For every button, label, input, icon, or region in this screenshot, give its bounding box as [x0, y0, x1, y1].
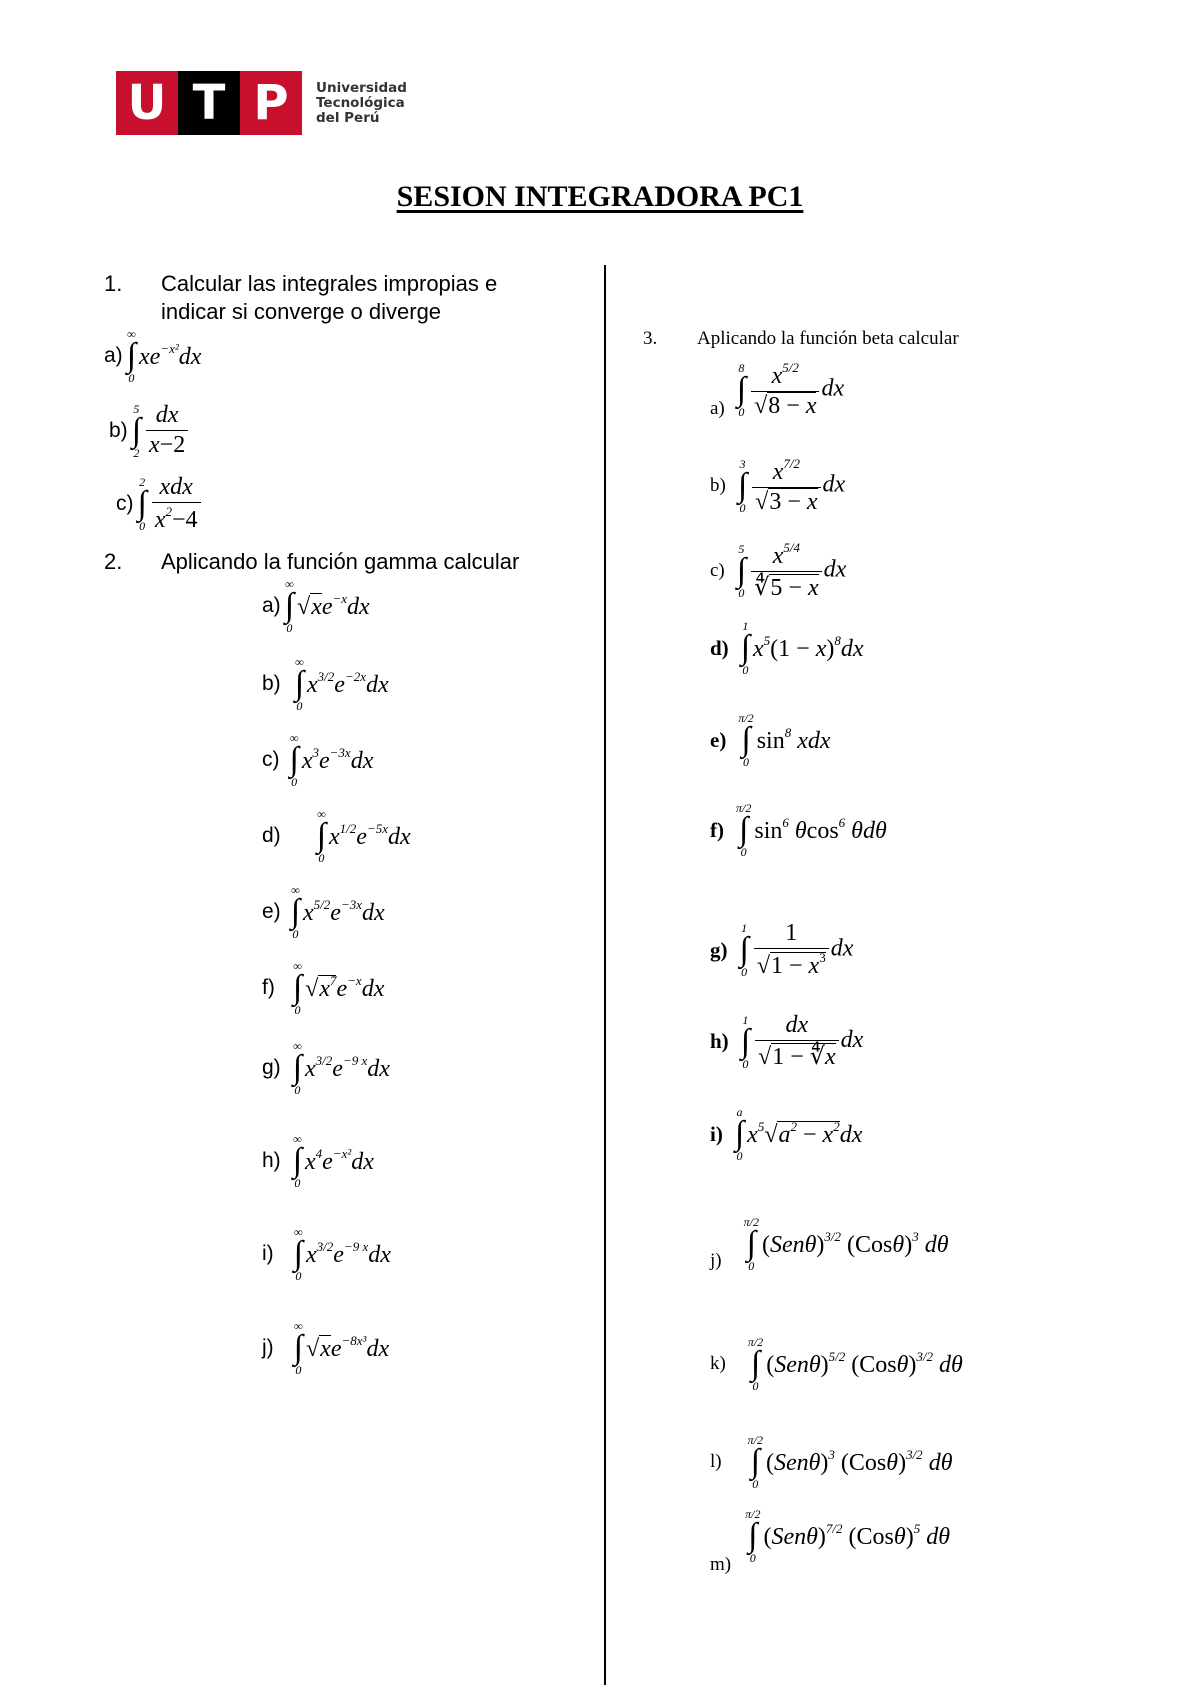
integral-sign: π/2 ∫ 0 [736, 801, 752, 859]
q1-item-b: b) 5 ∫ 2 $\frac{dx}{x-2}$ [109, 402, 190, 459]
integrand: $\frac{1}{√1 - x^3}$ dx [752, 920, 854, 980]
q3-item-h: h) 1 ∫ 0 $\frac{dx}{√1 - ∜x}$ dx [710, 1012, 864, 1071]
integral-sign: 5 ∫ 2 [131, 401, 142, 460]
integral-sign: a ∫ 0 [734, 1105, 745, 1163]
q3-number: 3. [643, 328, 658, 349]
integrand: $x^{1/2}e^{-5x}dx$ [329, 821, 411, 850]
integral-sign: ∞ ∫ 0 [289, 731, 299, 789]
q3-item-j: j) π/2 ∫ 0 $(Sen\theta)^{3/2}$ $(Cos\theta)^3$ dθ [710, 1215, 949, 1273]
utp-logo [116, 71, 407, 135]
integrand: $(Sen\theta)^{7/2}$ $(Cos\theta)^5$ dθ [763, 1521, 950, 1550]
q2-item-h: h) ∞ ∫ 0 $x^4e^{-x^2}dx$ [262, 1132, 374, 1190]
page-title: SESION INTEGRADORA PC1 [396, 180, 804, 213]
q1-item-c: c) 2 ∫ 0 $\frac{\text{xdx}}{x^2-4}$ [116, 474, 203, 534]
integrand: $x^{3/2}e^{-2x}dx$ [307, 669, 389, 698]
q2-item-b: b) ∞ ∫ 0 $x^{3/2}e^{-2x}dx$ [262, 655, 389, 713]
integral-sign: π/2 ∫ 0 [745, 1507, 761, 1565]
integrand: $x^3e^{-3x}dx$ [301, 745, 374, 774]
integrand: $√xe^{-x}dx$ [297, 591, 370, 620]
integrand: $x^5(1 - x)^8dx$ [753, 633, 864, 662]
integrand: $(Sen\theta)^{5/2}$ $(Cos\theta)^{3/2}$ dθ [766, 1349, 963, 1378]
integral-sign: 1 ∫ 0 [740, 619, 751, 677]
integral-sign: ∞ ∫ 0 [292, 1039, 303, 1097]
logo-university-name: Universidad Tecnológica del Perú [316, 79, 407, 126]
integrand: $(Sen\theta)^3$ $(Cos\theta)^{3/2}$ dθ [765, 1447, 953, 1476]
q3-item-k: k) π/2 ∫ 0 $(Sen\theta)^{5/2}$ $(Cos\theta)^{3/2}$ dθ [710, 1335, 963, 1393]
column-divider [604, 265, 606, 1685]
integral-sign: ∞ ∫ 0 [290, 883, 301, 941]
integrand: $x^{5/2}e^{-3x}dx$ [303, 897, 385, 926]
logo-letter-t: T [178, 71, 240, 135]
q2-item-e: e) ∞ ∫ 0 $x^{5/2}e^{-3x}dx$ [262, 883, 385, 941]
q3-item-a: a) 8 ∫ 0 $\frac{x^{5/2}}{√8 - x}$ dx [710, 360, 845, 419]
q3-item-i: i) a ∫ 0 $x^5√a^2 - x^2dx$ [710, 1105, 863, 1163]
q1-number: 1. [104, 271, 123, 296]
q2-number: 2. [104, 549, 123, 574]
logo-letter-u: U [116, 71, 178, 135]
integral-sign: π/2 ∫ 0 [743, 1215, 759, 1273]
integrand: $\frac{dx}{x-2}$ [144, 402, 190, 459]
integral-sign: 2 ∫ 0 [137, 475, 147, 533]
integral-sign: ∞ ∫ 0 [284, 577, 295, 635]
q2-item-d: d) ∞ ∫ 0 $x^{1/2}e^{-5x}dx$ [262, 807, 411, 865]
q3-item-g: g) 1 ∫ 0 $\frac{1}{√1 - x^3}$ dx [710, 920, 854, 979]
q2-item-a: a) ∞ ∫ 0 $√xe^{-x}dx$ [262, 577, 370, 635]
integral-sign: ∞ ∫ 0 [294, 655, 305, 713]
integrand: $\frac{x^{7/2}}{√3 - x}$ dx [750, 456, 845, 516]
integral-sign: ∞ ∫ 0 [292, 959, 303, 1017]
integrand: $√xe^{-8x^3}dx$ [306, 1333, 390, 1362]
q3-item-l: l) π/2 ∫ 0 $(Sen\theta)^3$ $(Cos\theta)^{3/2}$ dθ [710, 1433, 953, 1491]
integrand: $\frac{x^{5/4}}{∜5 - x}$ dx [749, 540, 846, 602]
integrand: $x^{3/2}e^{-9 x}dx$ [305, 1053, 390, 1082]
integrand: $(Sen\theta)^{3/2}$ $(Cos\theta)^3$ dθ [761, 1229, 949, 1258]
integrand: $x^5√a^2 - x^2dx$ [747, 1119, 863, 1148]
q2-item-f: f) ∞ ∫ 0 $√x^7e^{-x}dx$ [262, 959, 385, 1017]
integrand: $\frac{x^{5/2}}{√8 - x}$ dx [749, 360, 844, 420]
integral-sign: π/2 ∫ 0 [738, 711, 754, 769]
integral-sign: π/2 ∫ 0 [747, 1433, 763, 1491]
integral-sign: ∞ ∫ 0 [293, 1319, 303, 1377]
integrand: $\frac{dx}{√1 - ∜x}$ dx [753, 1012, 863, 1071]
integral-sign: 3 ∫ 0 [737, 457, 748, 515]
integrand: $x^{3/2}e^{-9 x}dx$ [306, 1239, 391, 1268]
integral-sign: 5 ∫ 0 [736, 542, 747, 600]
integrand: $\frac{\text{xdx}}{x^2-4}$ [150, 474, 203, 534]
integrand: $\sin^8$ xdx [756, 725, 831, 754]
q2-item-g: g) ∞ ∫ 0 $x^{3/2}e^{-9 x}dx$ [262, 1039, 390, 1097]
q2-text: Aplicando la función gamma calcular [161, 549, 520, 574]
q3-item-m: m) π/2 ∫ 0 $(Sen\theta)^{7/2}$ $(Cos\theta)^5$ dθ [710, 1507, 950, 1575]
integral-sign: ∞ ∫ 0 [316, 807, 327, 865]
q3-item-f: f) π/2 ∫ 0 $\sin^6 \theta\cos^6$ θdθ [710, 801, 887, 859]
integral-sign: 1 ∫ 0 [739, 921, 749, 979]
integral-sign: ∞ ∫ 0 [126, 327, 137, 385]
logo-letter-p: P [240, 71, 302, 135]
integral-sign: π/2 ∫ 0 [747, 1335, 764, 1393]
q3-item-b: b) 3 ∫ 0 $\frac{x^{7/2}}{√3 - x}$ dx [710, 456, 846, 515]
integral-sign: 8 ∫ 0 [736, 361, 747, 419]
q3-item-e: e) π/2 ∫ 0 $\sin^8$ xdx [710, 711, 831, 769]
q3-text: Aplicando la función beta calcular [697, 328, 959, 349]
q1-text-line1: Calcular las integrales impropias e [161, 271, 498, 296]
q3-item-d: d) 1 ∫ 0 $x^5(1 - x)^8dx$ [710, 619, 864, 677]
q2-item-j: j) ∞ ∫ 0 $√xe^{-8x^3}dx$ [262, 1319, 390, 1377]
integral-sign: ∞ ∫ 0 [293, 1225, 303, 1283]
integrand: $xe^{-x^2}dx$ [139, 341, 202, 370]
integral-sign: ∞ ∫ 0 [292, 1132, 303, 1190]
q2-item-i: i) ∞ ∫ 0 $x^{3/2}e^{-9 x}dx$ [262, 1225, 391, 1283]
integral-sign: 1 ∫ 0 [740, 1012, 751, 1071]
q2-item-c: c) ∞ ∫ 0 $x^3e^{-3x}dx$ [262, 731, 374, 789]
integrand: $x^4e^{-x^2}dx$ [305, 1146, 374, 1175]
integrand: $√x^7e^{-x}dx$ [305, 973, 385, 1002]
q1-text-line2: indicar si converge o diverge [161, 299, 442, 324]
q3-item-c: c) 5 ∫ 0 $\frac{x^{5/4}}{∜5 - x}$ dx [710, 540, 847, 601]
q1-item-a: a) ∞ ∫ 0 $xe^{-x^2}dx$ [104, 327, 202, 385]
integrand: $\sin^6 \theta\cos^6$ θdθ [754, 815, 887, 844]
